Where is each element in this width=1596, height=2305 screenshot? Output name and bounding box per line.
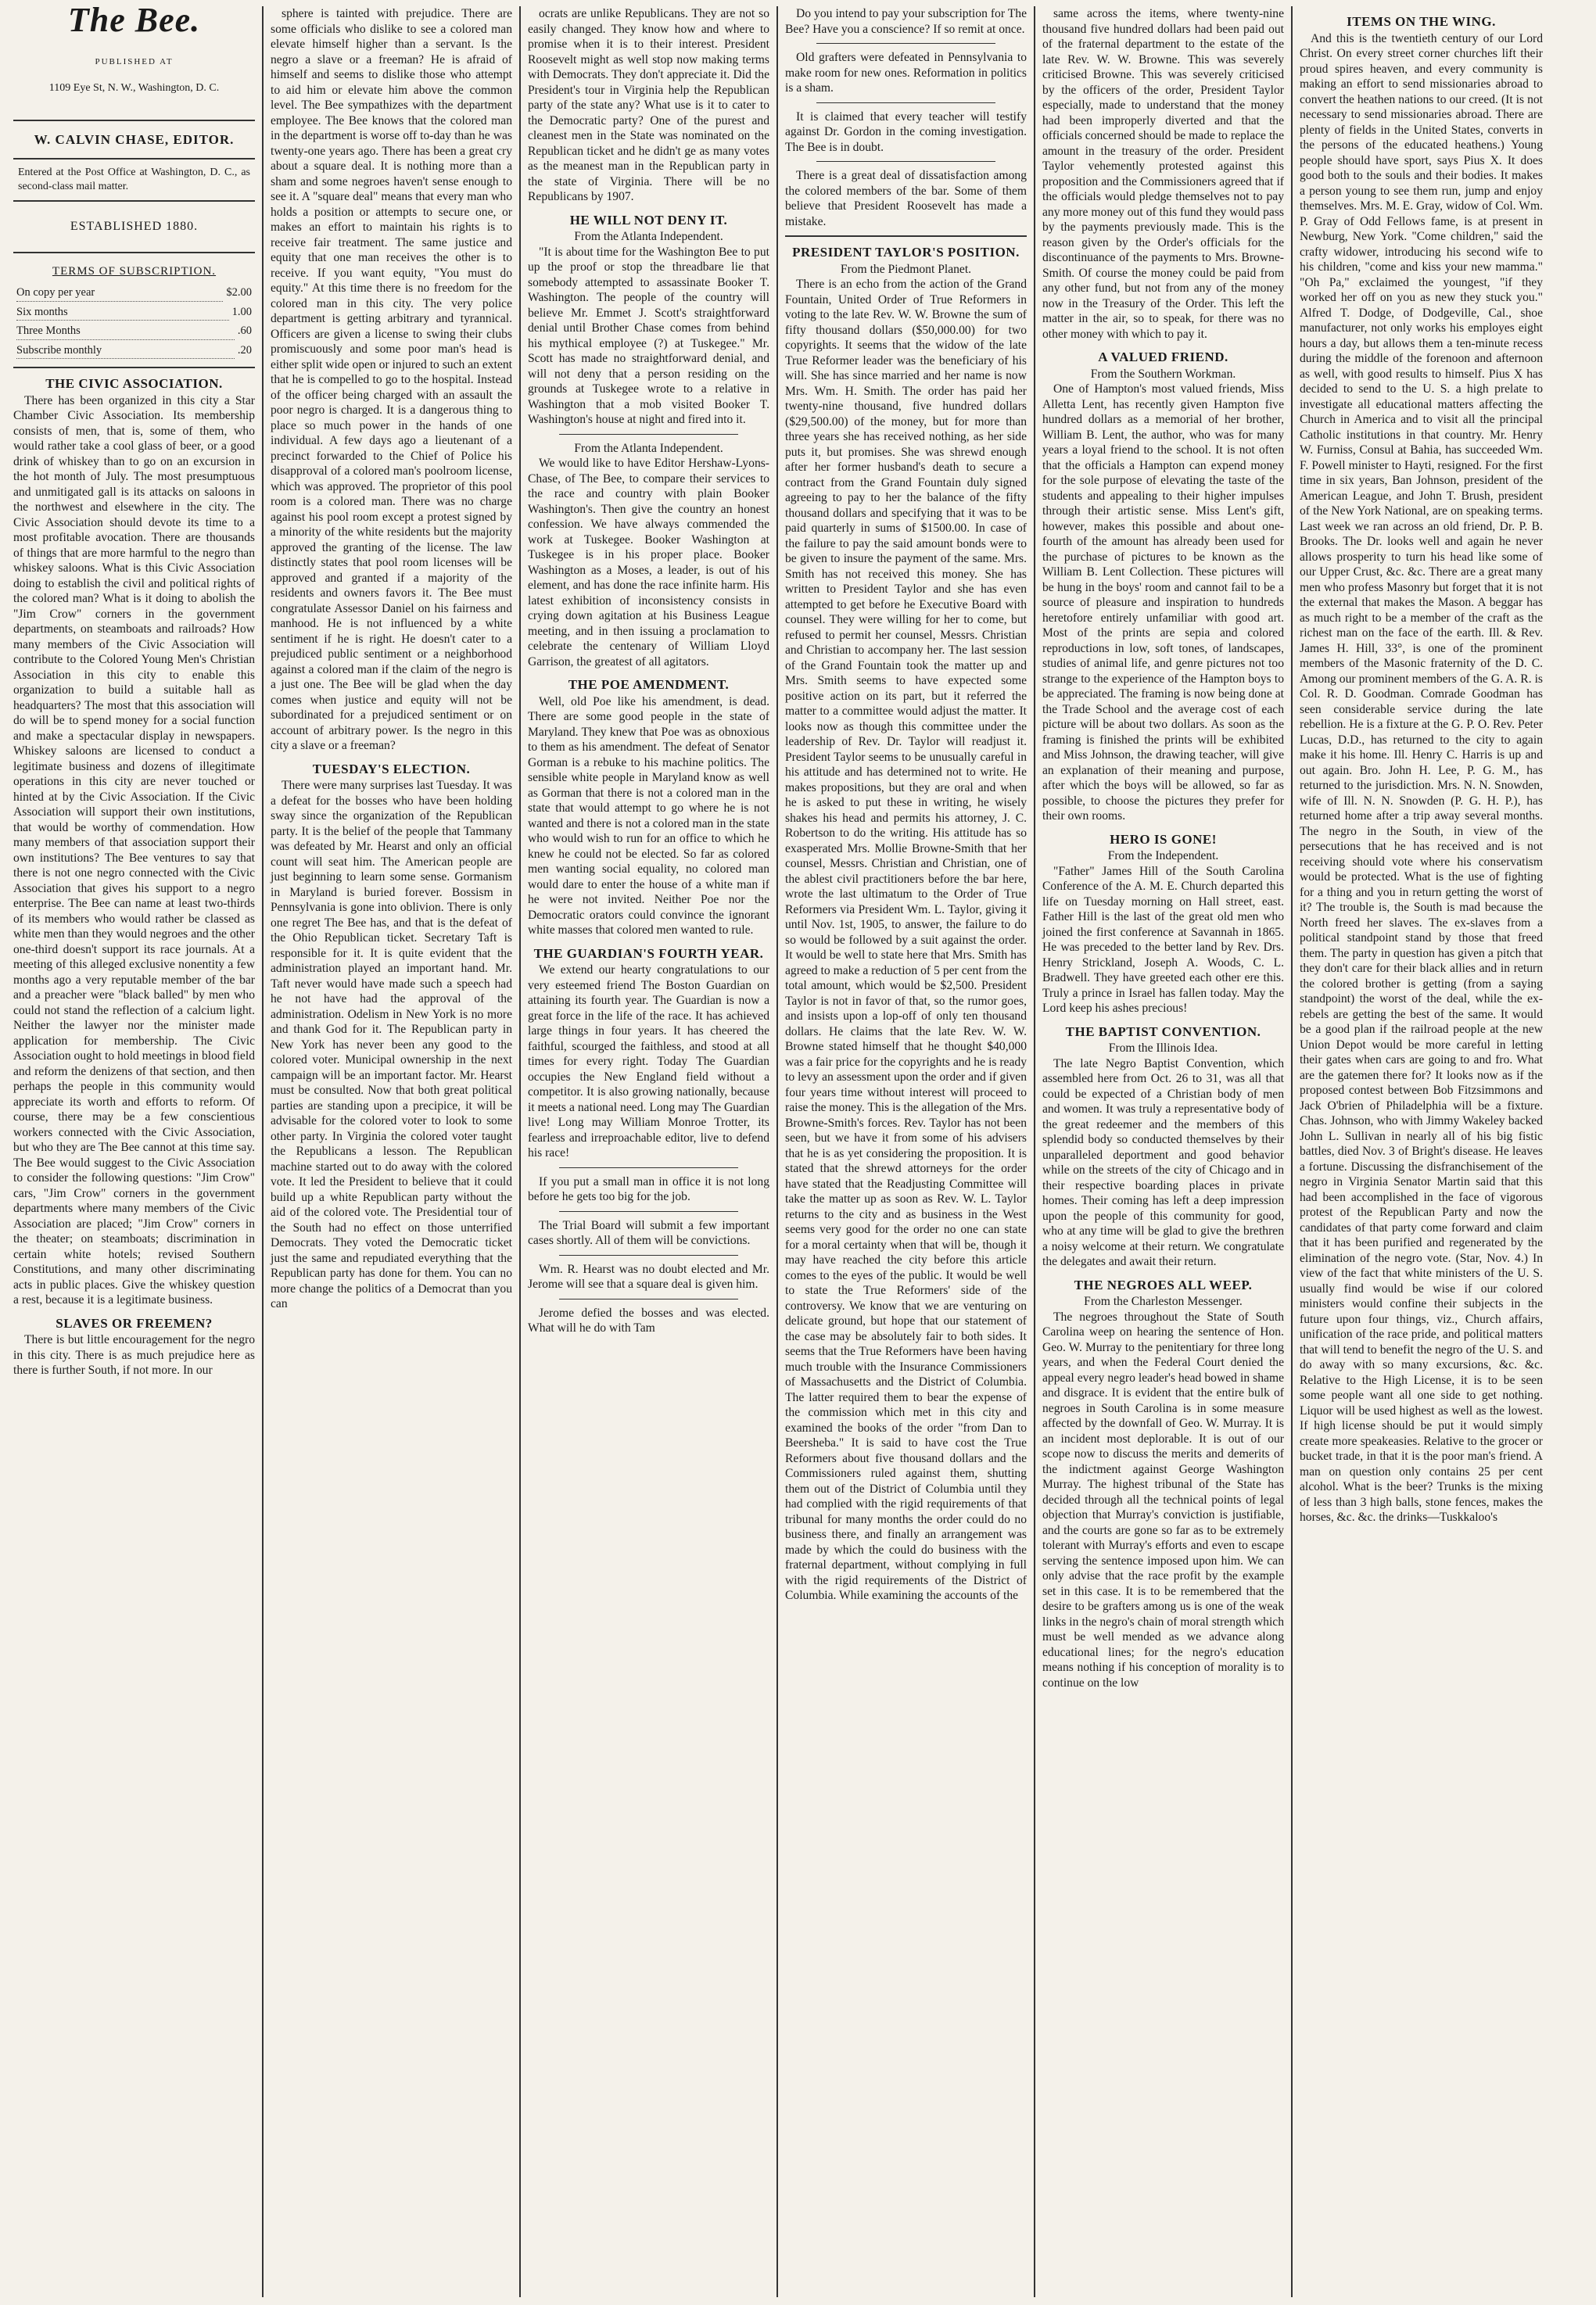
divider — [816, 102, 995, 103]
article-text: There were many surprises last Tuesday. It was a defeat for the bosses who have been holding sway since the organization of the Republican party. It is the belief of the people that Tammany was defeated by Mr. Hearst and only an official count will seat him. The American people are just beginning to learn some sense. Gormanism in Maryland is buried forever. Bossism in Pennsylvania is gone into oblivion. There is only one regret The Bee has, and that is the defeat of the Ohio Republican ticket. Secretary Taft is responsible for it. It is quite evident that the administration played an important hand. Mr. Taft never would have made such a speech had he not have had the approval of the administration. Odelism in New York is no more and thank God for it. The Republican party in New York has never been any good to the colored voter. Municipal ownership in the next campaign will be an important factor. Mr. Hearst must be consulted. Now that both great political parties are standing upon a precipice, it will be advisable for the colored voter to look to some other party. In Virginia the colored voter taught the Republicans a lesson. The Republican machine started out to do away with the colored vote. It led the President to believe that it could build up a white Republican party without the aid of the colored vote. The Presidential tour of the South had no effect on those unterrified Democrats. They voted the Democratic ticket just the same and repudiated everything that the Republican party has done for them. You can no more change the politics of a Democrat than you can — [271, 779, 512, 1310]
terms-row: Six months 1.00 — [13, 303, 255, 323]
article-text: ocrats are unlike Republicans. They are not so easily changed. They know how and where to promise when it is to their interest. President Roosevelt might as well stop now making terms with Democrats. They don't appreciate it. Did the President's tour in Virginia help the Republican party of the state any? What use is it to cater to the Democratic party? One of the purest and cleanest men in the State was nominated on the Republican ticket and he didn't ge as many votes as the meanest man in the Republican party in the state of Virginia. There will be no Republicans by 1907. — [528, 7, 769, 203]
source-line: From the Independent. — [1107, 849, 1219, 862]
article-text: We extend our hearty congratulations to our very esteemed friend The Boston Guardian on attaining its fourth year. The Guardian is now a great force in the life of the race. It has achieved large things in four years. It has cheered the faithful, scourged the faithless, and stood at all times for every right. Today The Guardian occupies the New England field without a competitor. It is also growing nationally, because it meets a national need. Long may The Guardian live! Long may William Monroe Trotter, its fearless and irreproachable editor, live to defend his race! — [528, 963, 769, 1160]
masthead-established: ESTABLISHED 1880. — [70, 220, 199, 233]
column-4 — [778, 6, 1035, 2297]
article-text: If you put a small man in office it is not long before he gets too big for the job. — [528, 1174, 769, 1203]
article-text: One of Hampton's most valued friends, Miss Alletta Lent, has recently given Hampton five hundred dollars as a memorial of her brother, William B. Lent, the author, who was for many years a loyal friend to the school. It is not often that the officials a Hampton can expend money for the sole purpose of elevating the taste of the students and appealing to their higher impulses through their artistic sense. Miss Lent's gift, however, makes this possible and about one-fourth of the amount has already been used for the purchase of pictures to be known as the William B. Lent Collection. These pictures will be hung in the boys' room and cannot fail to be a source of pleasure and inspiration to hundreds heretofore entirely unfamiliar with good art. Most of the prints are sepia and colored reproductions in low, soft tones, of landscapes, studies of animal life, and genre pictures not too strange to the experience of the Hampton boys to be appreciated. The framing is now being done at the Trade School and the average cost of each picture will be about two dollars. As soon as the framing is finished the prints will be exhibited and Miss Johnson, the drawing teacher, will give an explanation of their meaning and purpose, after which the boys will be allowed, so far as possible, to choose the pictures they prefer for their own rooms. — [1042, 382, 1284, 823]
article-text: And this is the twentieth century of our Lord Christ. On every street corner churches lift their proud spires heaven, and every community is making an effort to send missionaries abroad to convert the heathen nations to our creed. (It is not necessary to send missionaries abroad. There are plenty of fields in the United States, converts in the persons of the educated heathens.) Young people should have sport, says Pius X. It does good both to the souls and their bodies. It makes a person young to see them run, jump and enjoy themselves. Mrs. M. E. Gray, widow of Col. Wm. P. Gray of Odd Fellows fame, is at present in Newburg, New York. "Come children," said the crafty widower, introducing his second wife to his children, "come and kiss your new mamma." "Oh Pa," exclaimed the youngest, "if they worked her off on you as new they stuck you." Alfred T. Dodge, of Dodgeville, Cal., shoe manufacturer, not only works his employes eight hours a day, but allows them a ten-minute recess during the middle of the forenoon and afternoon as well, with good results to himself. Pius X has decided to send to the U. S. a high prelate to investigate all educational matters affecting the Church in America and to visit all the principal Catholic institutions in that country. Mr. Henry W. Furniss, Consul at Bahia, has succeeded Wm. F. Powell minister to Hayti, resigned. For the first time in six years, Ban Johnson, president of the American League, and John T. Brush, president of the New York National, are on speaking terms. Last week we ran across an old friend, Dr. P. B. Brooks. The Dr. looks well and again he never allows prosperity to turn his head like some of our Upper Crust, &c. &c. There are a great many men who profess Masonry but forget that it is not the external that makes the Mason. A beggar has as much right to be a member of the craft as the richest man on the face of the earth. Ill. & Rev. James H. Hill, 33°, is one of the prominent members of the Masonic fraternity of the D. C. Among our prominent members of the G. A. R. is Col. R. D. Goodman. Comrade Goodman has seen considerable service during the late rebellion. He is a fixture at the G. P. O. Rev. Peter Lucas, D.D., has returned to the city to again make it his home. Ill. Henry C. Harris is up and out again. Bro. John H. Lee, P. G. M., has returned to the jurisdiction. Mrs. N. N. Snowden, wife of Ill. N. N. Snowden (P. G. H. P.), has returned home after a trip away several months. The negro in the South, in view of the persecutions that he has received and is not receiving should vote where his conservatism would be protected. What is the use of fighting for a thing and you in return getting the worst of it? The trouble is, the South is mad because the North freed her slaves. The ex-slaves from a political standpoint stand by those that freed them. The party in question has given a pitch that they don't care for their black allies and in return the colored brother is getting (from a saying standpoint) the worst of the deal, while the ex-rebels are getting the best of the same. It would be a good plan if the railroad people at the new Union Depot would be more careful in letting their gates when cars are going to and fro. What are the gatemen there for? It looks now as if the proposed contest between Bob Fitzsimmons and Jack O'brien of Philadelphia will be a fixture. Chas. Johnson, who with Jimmy Wakeley backed John L. Sullivan in nearly all of his big fistic battles, died Nov. 3 of Bright's disease. He leaves a fortune. Discussing the disfranchisement of the negro in Virginia Senator Martin said that this had been accomplished in the face of vigorous protest of the Republican Party and now the candidates of that party come forward and claim that it has been purified and regenerated by the elimination of the negro vote. (Star, Nov. 4.) In view of the fact that white ministers of the U. S. usually find would be wise if our colored ministers would confine their subjects in the future upon four things, viz., Church affairs, unification of the race pride, and political matters that will tend to benefit the negro of the U. S. and do away with so many excursions, &c. &c. Relative to the High License, it is to be seen some people want all one side to get nothing. Liquor will be used highest as well as the lowest. If high license should be put it would simply create more speakeasies. Relative to the grocer or bucket trade, in that it is the poor man's friend. A man on question only contains 25 per cent alcohol. What is the beer? Trunks is the mixing of less than 3 high balls, stone fences, makes the horses, &c. &c. the drinks—Tuskkaloo's — [1300, 31, 1543, 1524]
column-6 — [1293, 6, 1550, 2297]
article-text: It is claimed that every teacher will testify against Dr. Gordon in the coming investigation. The Bee is in doubt. — [785, 109, 1027, 154]
divider — [816, 161, 995, 162]
terms-row: On copy per year $2.00 — [13, 284, 255, 303]
column-2 — [264, 6, 521, 2297]
headline: THE GUARDIAN'S FOURTH YEAR. — [533, 945, 764, 961]
article-text: Old grafters were defeated in Pennsylvania to make room for new ones. Reformation in politics is a sham. — [785, 51, 1027, 95]
divider — [13, 367, 255, 368]
source-line: From the Illinois Idea. — [1108, 1041, 1218, 1055]
terms-title: TERMS OF SUBSCRIPTION. — [52, 264, 217, 278]
terms-row: Subscribe monthly .20 — [13, 342, 255, 361]
article-text: The late Negro Baptist Convention, which assembled here from Oct. 26 to 31, was all that could be expected of a Christian body of men and women. It was truly a representative body of the great redeemer and the members of this splendid body so conducted themselves by their unparalleled deportment and good behavior while on the streets of the city of Chicago and in their respective boarding places in private homes. Their coming has left a deep impression upon the people of this community for good, who at any time will be glad to give the brethren a noisy welcome at their return. We congratulate the delegates and await their return. — [1042, 1056, 1284, 1268]
masthead-title: The Bee. — [67, 6, 201, 39]
masthead-address: 1109 Eye St, N. W., Washington, D. C. — [48, 82, 220, 94]
source-line: From the Atlanta Independent. — [574, 230, 723, 243]
masthead-editor: W. CALVIN CHASE, EDITOR. — [34, 131, 235, 147]
source-line: From the Southern Workman. — [1090, 367, 1236, 381]
headline: THE BAPTIST CONVENTION. — [1065, 1023, 1261, 1039]
column-5 — [1035, 6, 1293, 2297]
article-text: There is an echo from the action of the Grand Fountain, United Order of True Reformers in voting to the late Rev. W. W. Browne the sum of fifty thousand dollars ($50,000.00) for two copyrights. It seems that the widow of the late True Reformer leader was the beneficiary of his will. She has since married and her name is now Mrs. Wm. H. Smith. The order has paid her twenty-nine thousand, five hundred dollars ($29,500.00) of the money, but for more than three years she has received nothing, as her side puts it, but promises. She was shrewd enough after her former husband's death to secure a contract from the Grand Fountain duly signed agreeing to pay to her the balance of the fifty thousand dollars and specifying that it was to be paid quarterly in sums of $1500.00. In case of the failure to pay the said amount bonds were to be given to insure the payment of the same. Mrs. Smith has not received this money. She has written to President Taylor and she has even attempted to get before he Executive Board with counsel. They were willing for her to come, but refused to permit her counsel, Messrs. Christian and Christian to accompany her. The last session of the Grand Fountain took the matter up and Mrs. Smith seems to have expected some positive action on its part, but it referred the matter to a committee would adjust the matter. It looks now as though this committee under the leadership of Rev. Dr. Taylor will readjust it. President Taylor seems to be unusually careful in his attitude and has determined not to write. He makes propositions, but they are oral and when he is asked to put these in writing, he wisely shakes his head and permits his attorney, J. C. Robertson to do the writing. His attitude has so exasperated Mrs. Mollie Browne-Smith that her counsel, Messrs. Christian and Christian, one of the ablest civil practitioners before the bar here, wrote the last ultimatum to the Order of True Reformers via President Wm. L. Taylor, giving it until Nov. 1st, 1905, to answer, the failure to do so would be followed by a suit against the order. It would be well to state here that Mrs. Smith has agreed to make a reduction of 5 per cent from the total amount, which would be $2,500. President Taylor is not in favor of that, so the rumor goes, and insists upon a lop-off of only ten thousand dollars. He claims that the late Rev. W. W. Browne stated himself that he thought $40,000 was a fair price for the copyrights and he is ready to levy an assessment upon the order and if given four years time without interest will proceed to raise the money. This is the allegation of the Mrs. Browne-Smith's forces. Rev. Taylor has not been seen, but we have it from some of his advisers that he is as yet considering the proposition. It is stated that the shrewd attorneys for the order have stated that the Readjusting Committee will take the matter up as soon as Rev. W. L. Taylor returns to the city and as business in the West seems very good for the order no one can state for a moral certainty when that will be, though it may have reached the city before this article comes to the eyes of the public. It would be well to state the True Reformers' side of the controversy. We know that we are venturing on delicate ground, but hope that our statement of the case may be absolutely fair to both sides. It seems that the True Reformers have been having much trouble with the Insurance Commissioners of Massachusetts and the District of Columbia. The latter required them to bear the expense of the commission which met in this city and examined the books of the order "from Dan to Beersheba." It is said to have cost the True Reformers about five thousand dollars and the Commissioners ruled against them, shutting them out of the District of Columbia until they had complied with the rigid requirements of that tribunal for many months the order could do no business there, and finally an arrangement was made by which the could do business with the fraternal department, without complying in full with the rigid requirements of the District of Columbia. While examining the accounts of the — [785, 278, 1027, 1602]
article-text: sphere is tainted with prejudice. There are some officials who dislike to see a colored man elevate himself higher than a servant. Is the negro a slave or a freeman? He is afraid of himself and seems to dislike those who attempt to aid him or elevate him above the common level. The Bee sympathizes with the department employee. The Bee knows that the colored man in the department is worse off to-day than he was twenty-one years ago. There has been a great cry about a square deal. It is nothing more than a sham and some negroes haven't sense enough to see it. A "square deal" means that every man who holds a position or attempts to secure one, or makes an effort to maintain his rights is to receive fair treatment. The same justice and equity that one man receives the other is to receive. If you want equity, "You must do equity." At this time there is no freedom for the colored man in this city. The very police department is getting arbitrary and tyrannical. Officers are given a license to swing their clubs promiscuously and some poor man's head is either split wide open or injured to such an extent that he is compelled to go to the hospital. Instead of the officer being charged with an assault the poor negro is charged. It is a dangerous thing to place so much power in the hands of one individual. A few days ago a lieutenant of a precinct forwarded to the Chief of Police his disapproval of a colored man's poolroom license, which was approved. The proprietor of this pool room is a colored man. There was no charge against his pool room except a protest signed by a minority of the white residents but the majority approved the granting of the license. The law distinctly states that pool room licenses will be approved and granted if a majority of the residents and owners favors it. The Bee must congratulate Assessor Daniel on his fairness and manhood. He is not influenced by a white sentiment if he is right. He doesn't cater to a prejudiced public sentiment or a neighborhood against a colored man if the claim of the negro is a just one. The Bee will be glad when the day comes when justice and equity will not be subordinated for a prejudiced sentiment or on account of arbitrary power. Is the negro in this city a slave or a freeman? — [271, 7, 512, 752]
article-text: Do you intend to pay your subscription for The Bee? Have you a conscience? If so remit at once. — [785, 7, 1027, 36]
source-line: From the Atlanta Independent. — [574, 441, 723, 455]
source-line: From the Charleston Messenger. — [1084, 1295, 1243, 1308]
divider — [785, 235, 1027, 237]
article-text: Wm. R. Hearst was no doubt elected and Mr. Jerome will see that a square deal is given him. — [528, 1262, 769, 1291]
article-text: There is but little encouragement for the negro in this city. There is as much prejudice here as there is further South, if not more. In our — [13, 1333, 255, 1377]
headline: THE POE AMENDMENT. — [568, 677, 730, 692]
article-text: The negroes throughout the State of South Carolina weep on hearing the sentence of Hon. Geo. W. Murray to the penitentiary for three long years, and when the Federal Court denied the appeal every negro leader's head bowed in shame and disgrace. It is evident that the entire bulk of negroes in South Carolina is in some measure affected by the downfall of Geo. W. Murray. It is an incident most deplorable. It is out of our scope now to discuss the merits and demerits of the indictment against George Washington Murray. The highest tribunal of the State has decided through all the technical points of legal objection that Murray's conviction is justifiable, and the courts are gone so far as to be extremely tolerant with Murray's efforts and even to escape serving the sentence imposed upon him. We can only advise that the race profit by the example set in this case. It is to be remembered that the desire to be grafters among us is one of the weak links in the negro's chain of moral strength which must be well mended as we advance along educational lines; for the negro's education means nothing if his conception of morality is to continue on the low — [1042, 1310, 1284, 1690]
article-text: "Father" James Hill of the South Carolina Conference of the A. M. E. Church departed this life on Tuesday morning on Hall street, east. Father Hill is the last of the great old men who joined the first conference at Savannah in 1865. He was preceded to the better land by Rev. Drs. Henry Strickland, Joseph A. Woods, C. L. Bradwell. They have greeted each other ere this. Truly a prince in Israel has fallen today. May the Lord keep his ashes precious! — [1042, 864, 1284, 1015]
divider — [559, 1211, 738, 1212]
headline: HERO IS GONE! — [1110, 831, 1217, 847]
article-text: "It is about time for the Washington Bee to put up the proof or stop the threadbare lie that somebody attempted to assassinate Booker T. Washington. The people of the country will believe Mr. Emmet J. Scott's straightforward denial until Brother Chase comes from behind his mythical employee (?) at Tuskegee." Mr. Scott has made no straightforward denial, and will not deny that a person residing on the grounds at Tuskegee wrote to a relative in Washington that a mob visited Booker T. Washington's house at night and fired into it. — [528, 245, 769, 426]
article-text: The Trial Board will submit a few important cases shortly. All of them will be convictions. — [528, 1218, 769, 1247]
divider — [13, 158, 255, 160]
article-text: We would like to have Editor Hershaw-Lyons-Chase, of The Bee, to compare their services to the race and country with plain Booker Washington's. Then give the country an honest confession. We have always commended the work at Tuskegee. Booker Washington at Tuskegee is in his proper place. Booker Washington as a Moses, a leader, is out of his element, and has done the race infinite harm. His latest exhibition of inconsistency consists in crying down agitation at his Business League meeting, and in then issuing a proclamation to celebrate the centenary of William Lloyd Garrison, the greatest of all agitators. — [528, 457, 769, 669]
headline: PRESIDENT TAYLOR'S POSITION. — [792, 245, 1020, 260]
headline: ITEMS ON THE WING. — [1347, 14, 1496, 29]
divider — [13, 252, 255, 253]
divider — [816, 43, 995, 44]
headline: THE NEGROES ALL WEEP. — [1074, 1277, 1253, 1292]
divider — [559, 1167, 738, 1168]
article-text: same across the items, where twenty-nine thousand five hundred dollars had been paid out of the fraternal department to the estate of the late Rev. W. W. Browne. This was severely criticised Browne. This was severely criticised by the officers of the order, President Taylor especially, made to understand that the money had been improperly diverted and that the officials concerned should be made to replace the amount in the treasury of the order. President Taylor vehemently protested against this proposition and the Commissioners agreed that if the officials would pledge themselves not to pay any more money out of this fund they would pass by the payments previously made. This is the reason given by the Order's officials for the discontinuance of the payments to Mrs. Browne-Smith. Of course the money could be paid from any other fund, but not from any of the money now in the Treasury of the Order. This left the matter in the air, so to speak, for there was no other money with which to pay it. — [1042, 7, 1284, 341]
divider — [559, 434, 738, 435]
terms-row: Three Months .60 — [13, 322, 255, 342]
article-text: There is a great deal of dissatisfaction among the colored members of the bar. Some of them believe that President Roosevelt has made a mistake. — [785, 169, 1027, 228]
columns — [6, 6, 1590, 2297]
divider — [13, 120, 255, 121]
article-text: Well, old Poe like his amendment, is dead. There are some good people in the state of Maryland. They knew that Poe was as obnoxious to them as his amendment. The defeat of Senator Gorman is a rebuke to his machine politics. The sensible white people in Maryland know as well as Gorman that there is not a colored man in the state that would attempt to go where he is not wanted and there is not a colored man in the state who would wish to run for an office to which he knew he could not be elected. So far as colored men wanting social equality, no colored man would dare to enter the house of a white man if he were not invited. Neither Poe nor the Democratic orators could convince the ignorant white masses that colored men wanted to rule. — [528, 694, 769, 937]
headline: HE WILL NOT DENY IT. — [569, 212, 728, 228]
column-1 — [6, 6, 264, 2297]
column-3 — [521, 6, 778, 2297]
article-text: There has been organized in this city a Star Chamber Civic Association. Its membership consists of men, that is, some of them, who would rather take a cool glass of beer, or a good drink of whiskey than to go on an excursion in the hot month of July. The most presumptuous and unmitigated gall is its attacks on saloons in the northwest and elsewhere in the city. The Civic Association should devote its time to a most profitable avocation. There are thousands of things that are more harmful to the negro than whiskey saloons. What is this Civic Association doing to establish the civil and political rights of the colored man? What is it doing to abolish the "Jim Crow" corners in the government departments, on steamboats and railroads? How many members of the Civic Association will contribute to the Colored Young Men's Christian Association in this city to enable this organization to build a suitable hall as headquarters? The most that this association will do will be to spend money for a social function and make a spectacular display in newspapers. Whiskey saloons are licensed to conduct a legitimate business and dozens of illegitimate operations in this city are never touched or hinted at by the Civic Association. If the Civic Association will support their own institutions, that would be worthy of commendation. How many members of that association support their own institutions? The Bee ventures to say that there is not one negro connected with the Civic Association that gives his support to a negro enterprise. The Bee can name at least two-thirds of its members who would rather be classed as white men than they would negroes and the other one-third doesn't support its race journals. At a meeting of this alleged exclusive nonentity a few months ago a very reputable member of the bar and a preacher were "black balled" by men who could not stand the reflection of a calcium light. Neither the lawyer nor the minister made application for membership. The Civic Association ought to hold meetings in blood field and reform the denizens of that section, and then perhaps the people in this community would appreciate its worth and efforts to reform. Of course, there may be a few conscientious workers connected with the Civic Association, but who they are The Bee cannot at this time say. The Bee would suggest to the Civic Association to consider the following questions: "Jim Crow" cars, "Jim Crow" corners in the government departments where many members of the Civic Association are placed; "Jim Crow" corners in the theater; on steamboats; discrimination in certain white hotels; revised Southern Constitutions, and many other discriminating acts in public places. Give the whiskey question a rest, because it is a legitimate business. — [13, 393, 255, 1307]
masthead-entered: Entered at the Post Office at Washington, D. C., as second-class mail matter. — [18, 167, 250, 192]
headline: SLAVES OR FREEMEN? — [56, 1315, 213, 1331]
published-label: PUBLISHED AT — [95, 56, 174, 66]
source-line: From the Piedmont Planet. — [840, 262, 972, 276]
article-text: Jerome defied the bosses and was elected. What will he do with Tam — [528, 1306, 769, 1335]
headline: A VALUED FRIEND. — [1098, 350, 1228, 364]
headline: TUESDAY'S ELECTION. — [312, 761, 471, 776]
headline: THE CIVIC ASSOCIATION. — [45, 376, 223, 391]
divider — [13, 200, 255, 202]
divider — [559, 1255, 738, 1256]
